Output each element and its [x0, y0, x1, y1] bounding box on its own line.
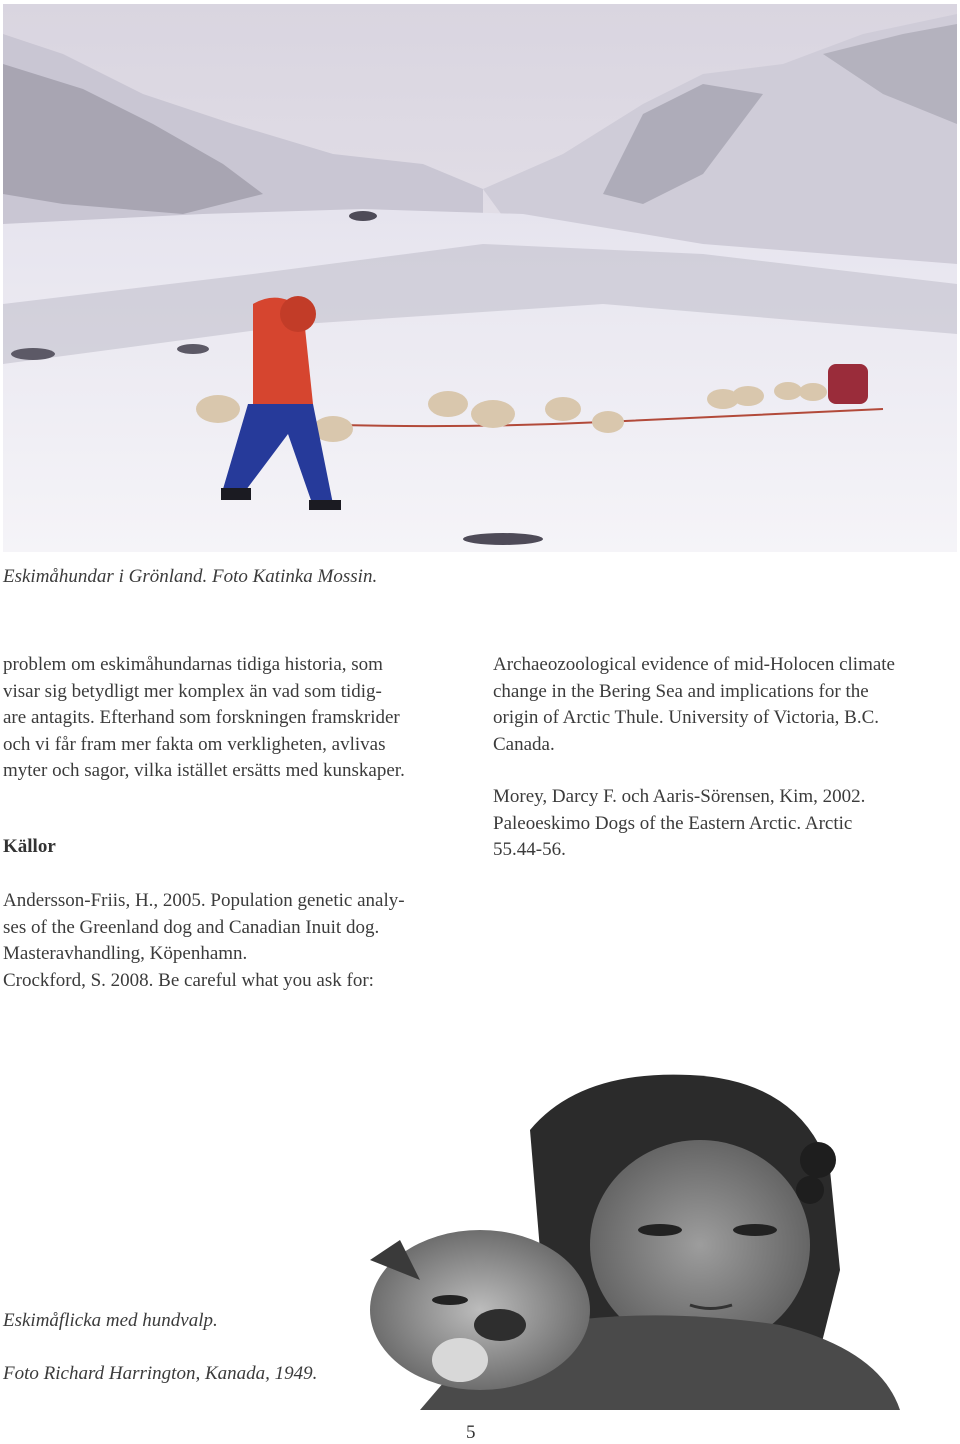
bottom-photo-caption-line1: Eskimåflicka med hundvalp.	[3, 1310, 218, 1331]
reference-line: origin of Arctic Thule. University of Victoria, B.C.	[493, 707, 880, 728]
sources-heading: Källor	[3, 836, 56, 857]
paragraph-line: are antagits. Efterhand som forskningen framskrider	[3, 707, 400, 728]
reference-line: Paleoeskimo Dogs of the Eastern Arctic. Arctic	[493, 812, 853, 834]
reference-line: Canada.	[493, 733, 555, 755]
reference-line: 55.44-56.	[493, 839, 566, 860]
girl-with-puppy-photo-icon	[360, 1050, 920, 1410]
paragraph-line: myter och sagor, vilka istället ersätts med kunskaper.	[3, 760, 405, 781]
sled-dogs-photo	[3, 4, 957, 552]
paragraph-line: visar sig betydligt mer komplex än vad som tidig-	[3, 680, 382, 702]
spacer	[493, 758, 957, 784]
top-photo-caption: Eskimåhundar i Grönland. Foto Katinka Mossin.	[3, 566, 378, 587]
left-paragraph	[3, 652, 467, 785]
right-references	[493, 652, 957, 864]
paragraph-line: problem om eskimåhundarnas tidiga historia, som	[3, 654, 383, 675]
paragraph-line: och vi får fram mer fakta om verkligheten, avlivas	[3, 733, 386, 755]
reference-line: Andersson-Friis, H., 2005. Population genetic analy-	[3, 890, 405, 911]
reference-line: Morey, Darcy F. och Aaris-Sörensen, Kim, 2002.	[493, 786, 866, 807]
left-references	[3, 888, 473, 994]
girl-with-puppy-photo	[360, 1050, 920, 1410]
reference-line: Archaeozoological evidence of mid-Holocen climate	[493, 654, 895, 675]
bottom-photo-caption-line2: Foto Richard Harrington, Kanada, 1949.	[3, 1363, 318, 1384]
sled-dogs-photo-icon	[3, 4, 957, 552]
reference-line: change in the Bering Sea and implications for the	[493, 680, 869, 702]
reference-line: Crockford, S. 2008. Be careful what you ask for:	[3, 969, 374, 991]
reference-line: ses of the Greenland dog and Canadian Inuit dog.	[3, 916, 380, 938]
page-number: 5	[466, 1422, 476, 1443]
reference-line: Masteravhandling, Köpenhamn.	[3, 943, 248, 964]
